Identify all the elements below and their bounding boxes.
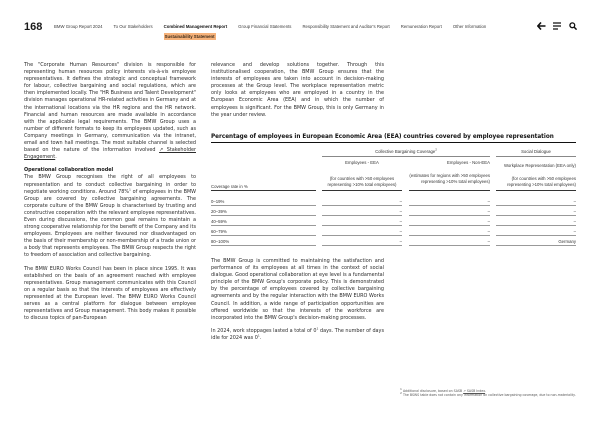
middle-text-column — [211, 62, 384, 125]
nav-combined-management-report[interactable] — [163, 24, 228, 39]
divider — [322, 190, 402, 191]
row-label: 60–79% — [211, 229, 227, 234]
nav-responsibility-statement[interactable]: Responsibility Statement and Auditor's Report — [302, 24, 390, 29]
section-heading: Operational collaboration model — [24, 167, 114, 174]
cell-workplace: – — [573, 199, 576, 204]
col-header-workplace: Workplace Representation (EEA only) — [503, 163, 576, 168]
nav-combined-label: Combined Management Report — [163, 24, 228, 29]
divider — [496, 190, 576, 191]
nav-remuneration-report[interactable]: Remuneration Report — [400, 24, 442, 29]
col-note-workplace: (for countries with >50 employees representing >10% total employees) — [507, 176, 576, 187]
paragraph-text: In 2024, work stoppages lasted a total of 0 — [211, 327, 317, 334]
col-header-eea: Employees - EEA — [345, 160, 379, 165]
nav-sustainability-statement[interactable]: Sustainability Statement — [164, 34, 215, 39]
group-header-social-dialogue: Social Dialogue — [496, 149, 576, 157]
divider — [211, 235, 316, 236]
cell-workplace: – — [573, 219, 576, 224]
divider — [211, 190, 316, 191]
row-label: 0–19% — [211, 199, 225, 204]
paragraph: The "Corporate Human Resources" division is responsible for representing human resources policy interests vis-à-vis employee representatives. It defines the strategic and conceptual framework for labour, collective bargaining and social regulations, which are then implemented locally. The "HR Business and Talent Development" division manages operational HR-related activities in Germany and at the international locations via the HR regions and the HR network. Financial and human resources are made available in accordance with the applicable legal requirements. The BMW Group uses a number of different formats to keep its employees updated, such as Company meetings in Germany, communication via the intranet, email and town hall meetings. The most suitable channel is selected based on the nature of the information involved ↗ Stakeholder Engagement. — [24, 62, 196, 161]
row-label: 20–39% — [211, 209, 227, 214]
divider — [322, 245, 402, 246]
nav-stakeholders[interactable]: To Our Stakeholders — [113, 24, 153, 29]
cell-non-eea: – — [487, 199, 490, 204]
divider — [496, 225, 576, 226]
paragraph-text: of employees in the BMW Group are covered by collective bargaining agreements. The corporate culture of the BMW Group is characterised by trusting and constructive cooperation with the relevant employee representatives. Even during discussions, the common goal remains to maintain a strong cooperative relationship for the benefit of the Company and its employees. Employees are neither favoured nor disadvantaged on the basis of their membership or non-membership of a trade union or a body that represents employees. The BMW Group respects the right to freedom of association and collective bargaining. — [24, 188, 197, 259]
divider — [409, 235, 490, 236]
cell-workplace: Germany — [558, 239, 576, 244]
divider — [409, 245, 490, 246]
cell-eea: – — [399, 209, 402, 214]
paragraph-text: The BMW Group recognises the right of all employees to representation and to conduct collective bargaining in order to negotiate working conditions. Around 78% — [24, 174, 196, 195]
cell-non-eea: – — [487, 219, 490, 224]
divider — [322, 215, 402, 216]
cell-eea: – — [399, 219, 402, 224]
paragraph: relevance and develop solutions together. Through this institutionalised cooperation, the BMW Group ensures that the interests of employees are taken into account in decision-making processes at the Group level. The workplace representation metric only looks at employees who are employed in a country in the European Economic Area (EEA) and in which the number of employees is significant. For the BMW Group, this is only Germany in the year under review. — [211, 62, 384, 118]
footnote-ref: 1 — [128, 186, 131, 191]
cell-non-eea: – — [487, 229, 490, 234]
search-icon[interactable] — [568, 21, 578, 31]
divider — [211, 215, 316, 216]
cell-workplace: – — [573, 229, 576, 234]
col-note-non-eea: (estimates for regions with >50 employees representing >10% total employees) — [409, 173, 490, 184]
footnote-1: $^1$ Additional disclosure, based on SASB ↗ SASB Index. — [400, 387, 487, 394]
divider — [409, 215, 490, 216]
cell-non-eea: – — [487, 209, 490, 214]
col-note-eea: (for countries with >50 employees representing >10% total employees) — [327, 176, 397, 187]
cell-eea: – — [399, 239, 402, 244]
footnote-2: $^2$ The BSWS table does not contain any information on collective bargaining coverage, due to non-materiality. — [400, 391, 576, 398]
back-arrow-icon[interactable] — [536, 21, 546, 31]
divider — [322, 225, 402, 226]
middle-lower-text — [211, 258, 384, 348]
stakeholder-engagement-link[interactable]: ↗ Stakeholder Engagement — [24, 147, 196, 161]
group-header-collective-bargaining — [322, 149, 490, 157]
row-label: 80–100% — [211, 239, 230, 244]
row-label: 40–59% — [211, 219, 227, 224]
divider — [322, 205, 402, 206]
divider — [211, 225, 316, 226]
col-header-coverage-rate: Coverage rate in % — [211, 184, 248, 189]
sasb-index-link[interactable]: ↗ SASB Index — [463, 389, 486, 394]
group-header-label: Collective Bargaining Coverage — [375, 149, 436, 154]
cell-eea: – — [399, 229, 402, 234]
paragraph: The BMW EURO Works Council has been in place since 1995. It was established on the basis of an agreement reached with employee representatives. Group management communicates with this Council on a regular basis so that the interests of employees are effectively represented at the European level. The BMW EURO Works Council serves as a central platform for dialogue between employee representatives and Group management. This body makes it possible to discuss topics of pan-European — [24, 265, 196, 322]
table-title: Percentage of employees in European Economic Area (EEA) countries covered by employee representation — [211, 134, 576, 143]
header-icons — [536, 21, 578, 31]
cell-workplace: – — [573, 209, 576, 214]
nav-financial-statements[interactable]: Group Financial Statements — [238, 24, 292, 29]
divider — [409, 225, 490, 226]
divider — [409, 205, 490, 206]
paragraph — [24, 174, 196, 259]
divider — [496, 215, 576, 216]
left-text-column — [24, 62, 196, 328]
footnote-ref: 1 — [316, 326, 319, 331]
paragraph — [211, 328, 384, 342]
cell-non-eea: – — [487, 239, 490, 244]
paragraph: The BMW Group is committed to maintaining the satisfaction and performance of its employees at all times in the context of social dialogue. Good operational collaboration at eye level is a fundamental principle of the BMW Group's corporate policy. This is demonstrated by the percentage of employees covered by collective bargaining agreements and by the regular interaction with the BMW EURO Works Council. In addition, a wide range of participation opportunities are offered worldwide so that the interests of the workforce are incorporated into the BMW Group's decision-making processes. — [211, 258, 384, 321]
divider — [496, 235, 576, 236]
col-header-non-eea: Employees - Non-EEA — [447, 160, 490, 165]
page-header — [0, 0, 600, 44]
paragraph-text: The "Corporate Human Resources" division is responsible for representing human resources policy interests vis-à-vis employee representatives. It defines the strategic and conceptual framework for labour, collective bargaining and social regulations, which are then implemented locally. The "HR Business and Talent Development" division manages operational HR-related activities in Germany and at the international locations via the HR regions and the HR network. Financial and human resources are made available in accordance with the applicable legal requirements. The BMW Group uses a number of different formats to keep its employees updated, such as Company meetings in Germany, communication via the intranet, email and town hall meetings. The most suitable channel is selected based on the nature of the information involved — [24, 62, 196, 154]
divider — [496, 245, 576, 246]
paragraph-text: . — [259, 334, 262, 341]
footnote-ref: 1 — [257, 333, 260, 338]
footnote-text: The BSWS table does not contain any information on collective bargaining coverage, due to non-materiality. — [402, 393, 576, 398]
divider — [211, 245, 316, 246]
footnote-text: Additional disclosure, based on SASB — [402, 389, 463, 394]
top-navigation — [54, 24, 497, 39]
nav-other-information[interactable]: Other Information — [452, 24, 487, 29]
divider — [322, 235, 402, 236]
paragraph-text: days. The number of days idle for 2024 was 0 — [211, 327, 384, 341]
cell-eea: – — [399, 199, 402, 204]
nav-report[interactable]: BMW Group Report 2024 — [54, 24, 103, 29]
divider — [496, 205, 576, 206]
page-number: 168 — [24, 21, 43, 33]
footnote-ref: 2 — [435, 147, 437, 152]
divider — [211, 205, 316, 206]
footnotes — [400, 389, 580, 398]
menu-icon[interactable] — [552, 21, 562, 31]
divider — [409, 190, 490, 191]
